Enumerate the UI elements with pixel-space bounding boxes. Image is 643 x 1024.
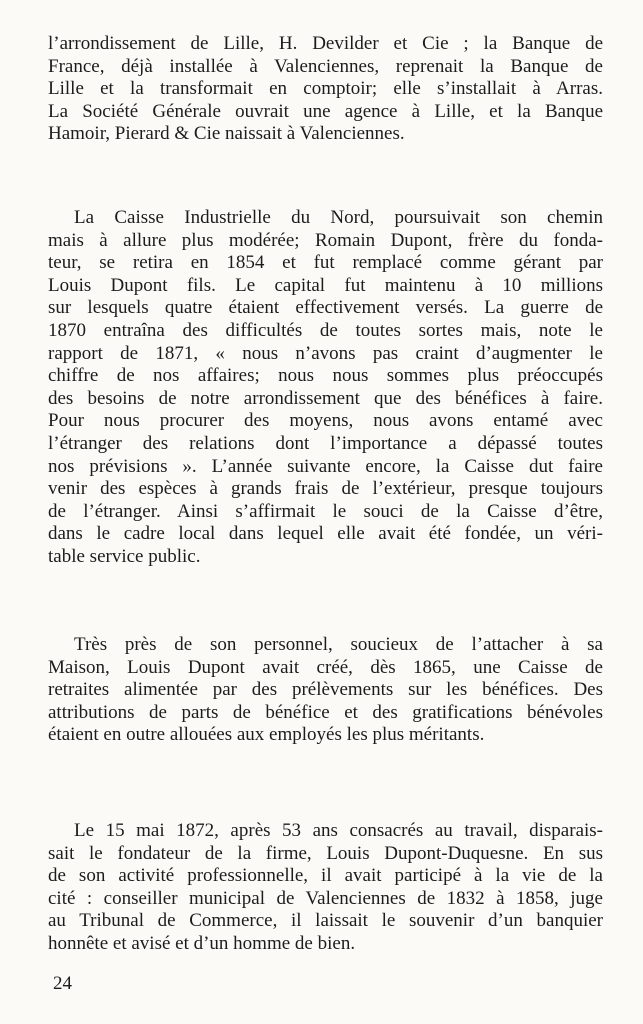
text-line: chiffre de nos affaires; nous nous sommes plus préoccupés [48, 365, 603, 387]
text-line: cité : conseiller municipal de Valenciennes de 1832 à 1858, juge [48, 887, 603, 909]
text-line: sait le fondateur de la firme, Louis Dupont-Duquesne. En sus [48, 842, 603, 864]
text-line: table service public. [48, 545, 201, 567]
paragraph-banks [48, 33, 603, 146]
text-line: 1870 entraîna des difficultés de toutes sortes mais, note le [48, 319, 603, 341]
page-number: 24 [53, 973, 72, 994]
text-line: l’étranger des relations dont l’importance a dépassé toutes [48, 432, 603, 454]
text-line: La Société Générale ouvrait une agence à Lille, et la Banque [48, 100, 603, 122]
text-line: mais à allure plus modérée; Romain Dupont, frère du fonda- [48, 229, 603, 251]
text-line: La Caisse Industrielle du Nord, poursuivait son chemin [74, 207, 603, 228]
text-line: retraites alimentée par des prélèvements sur les bénéfices. Des [48, 679, 603, 701]
text-line: rapport de 1871, « nous n’avons pas craint d’augmenter le [48, 342, 603, 364]
text-line: sur lesquels quatre étaient effectivement versés. La guerre de [48, 297, 603, 319]
text-line: attributions de parts de bénéfice et des gratifications bénévoles [48, 701, 603, 723]
text-line: étaient en outre allouées aux employés les plus méritants. [48, 724, 485, 746]
text-line: Pour nous procurer des moyens, nous avons entamé avec [48, 410, 603, 432]
text-line: de son activité professionnelle, il avait participé à la vie de la [48, 865, 603, 887]
text-line: Maison, Louis Dupont avait créé, dès 1865, une Caisse de [48, 656, 603, 678]
text-line: teur, se retira en 1854 et fut remplacé comme gérant par [48, 252, 603, 274]
text-line: Louis Dupont fils. Le capital fut maintenu à 10 millions [48, 274, 603, 296]
text-line: honnête et avisé et d’un homme de bien. [48, 932, 356, 954]
text-line: nos prévisions ». L’année suivante encore, la Caisse dut faire [48, 455, 603, 477]
text-line: dans le cadre local dans lequel elle avait été fondée, un véri- [48, 523, 603, 545]
text-line: France, déjà installée à Valenciennes, reprenait la Banque de [48, 55, 603, 77]
text-line: Lille et la transformait en comptoir; elle s’installait à Arras. [48, 78, 603, 100]
paragraph-personnel [48, 634, 603, 747]
text-line: des besoins de notre arrondissement que des bénéfices à faire. [48, 387, 603, 409]
text-line: Très près de son personnel, soucieux de l’attacher à sa [74, 634, 603, 655]
text-line: Hamoir, Pierard & Cie naissait à Valenciennes. [48, 123, 405, 145]
text-line: au Tribunal de Commerce, il laissait le souvenir d’un banquier [48, 910, 603, 932]
paragraph-caisse-industrielle [48, 207, 603, 569]
text-line: Le 15 mai 1872, après 53 ans consacrés au travail, disparais- [74, 820, 603, 841]
text-line: l’arrondissement de Lille, H. Devilder et Cie ; la Banque de [48, 33, 603, 54]
text-line: venir des espèces à grands frais de l’extérieur, presque toujours [48, 478, 603, 500]
text-line: de l’étranger. Ainsi s’affirmait le souci de la Caisse d’être, [48, 500, 603, 522]
paragraph-founder [48, 820, 603, 956]
